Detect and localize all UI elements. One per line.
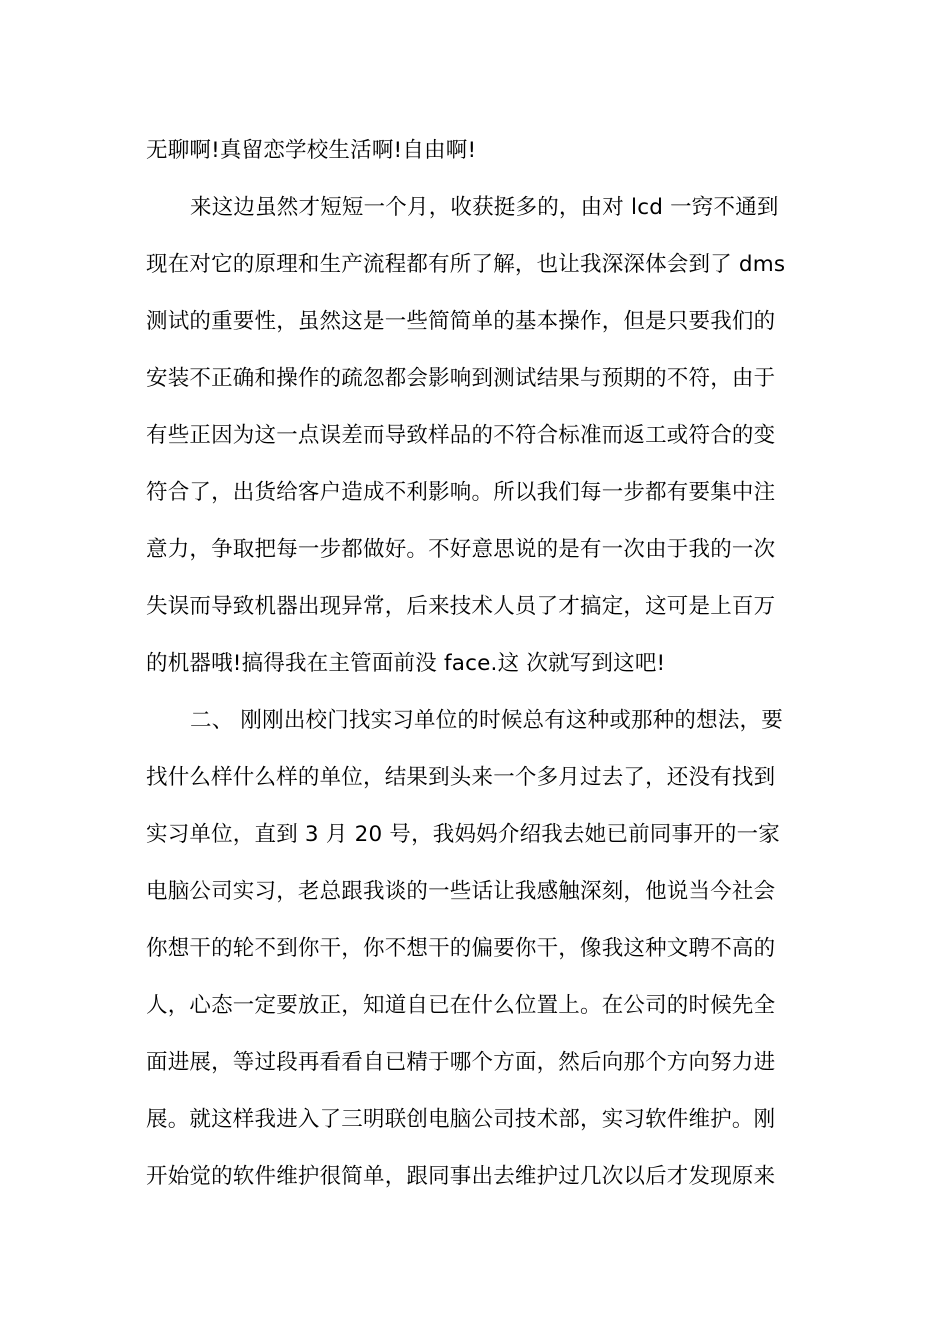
- paragraph-start-line: 二、 刚刚出校门找实习单位的时候总有这种或那种的想法，要: [190, 708, 783, 733]
- text-line: 的机器哦!搞得我在主管面前没 face.这 次就写到这吧!: [146, 651, 666, 676]
- text-line: 面进展，等过段再看看自已精于哪个方面，然后向那个方向努力进: [146, 1050, 776, 1075]
- text-line: 找什么样什么样的单位，结果到头来一个多月过去了，还没有找到: [146, 765, 776, 790]
- text-line: 现在对它的原理和生产流程都有所了解，也让我深深体会到了 dms: [146, 252, 786, 277]
- paragraph-start-line: 来这边虽然才短短一个月，收获挺多的，由对 lcd 一窍不通到: [190, 195, 779, 220]
- text-line: 测试的重要性，虽然这是一些简简单的基本操作，但是只要我们的: [146, 309, 776, 334]
- text-line: 开始觉的软件维护很简单，跟同事出去维护过几次以后才发现原来: [146, 1164, 776, 1189]
- text-line: 无聊啊!真留恋学校生活啊!自由啊!: [146, 138, 477, 163]
- text-line: 失误而导致机器出现异常，后来技术人员了才搞定，这可是上百万: [146, 594, 776, 619]
- text-line: 你想干的轮不到你干，你不想干的偏要你干，像我这种文聘不高的: [146, 936, 776, 961]
- text-line: 有些正因为这一点误差而导致样品的不符合标准而返工或符合的变: [146, 423, 776, 448]
- text-line: 符合了，出货给客户造成不利影响。所以我们每一步都有要集中注: [146, 480, 776, 505]
- text-line: 展。就这样我进入了三明联创电脑公司技术部，实习软件维护。刚: [146, 1107, 776, 1132]
- text-line: 意力，争取把每一步都做好。不好意思说的是有一次由于我的一次: [146, 537, 776, 562]
- text-line: 电脑公司实习，老总跟我谈的一些话让我感触深刻，他说当今社会: [146, 879, 776, 904]
- text-line: 安装不正确和操作的疏忽都会影响到测试结果与预期的不符，由于: [146, 366, 776, 391]
- text-line: 实习单位，直到 3 月 20 号，我妈妈介绍我去她已前同事开的一家: [146, 822, 780, 847]
- text-line: 人，心态一定要放正，知道自已在什么位置上。在公司的时候先全: [146, 993, 776, 1018]
